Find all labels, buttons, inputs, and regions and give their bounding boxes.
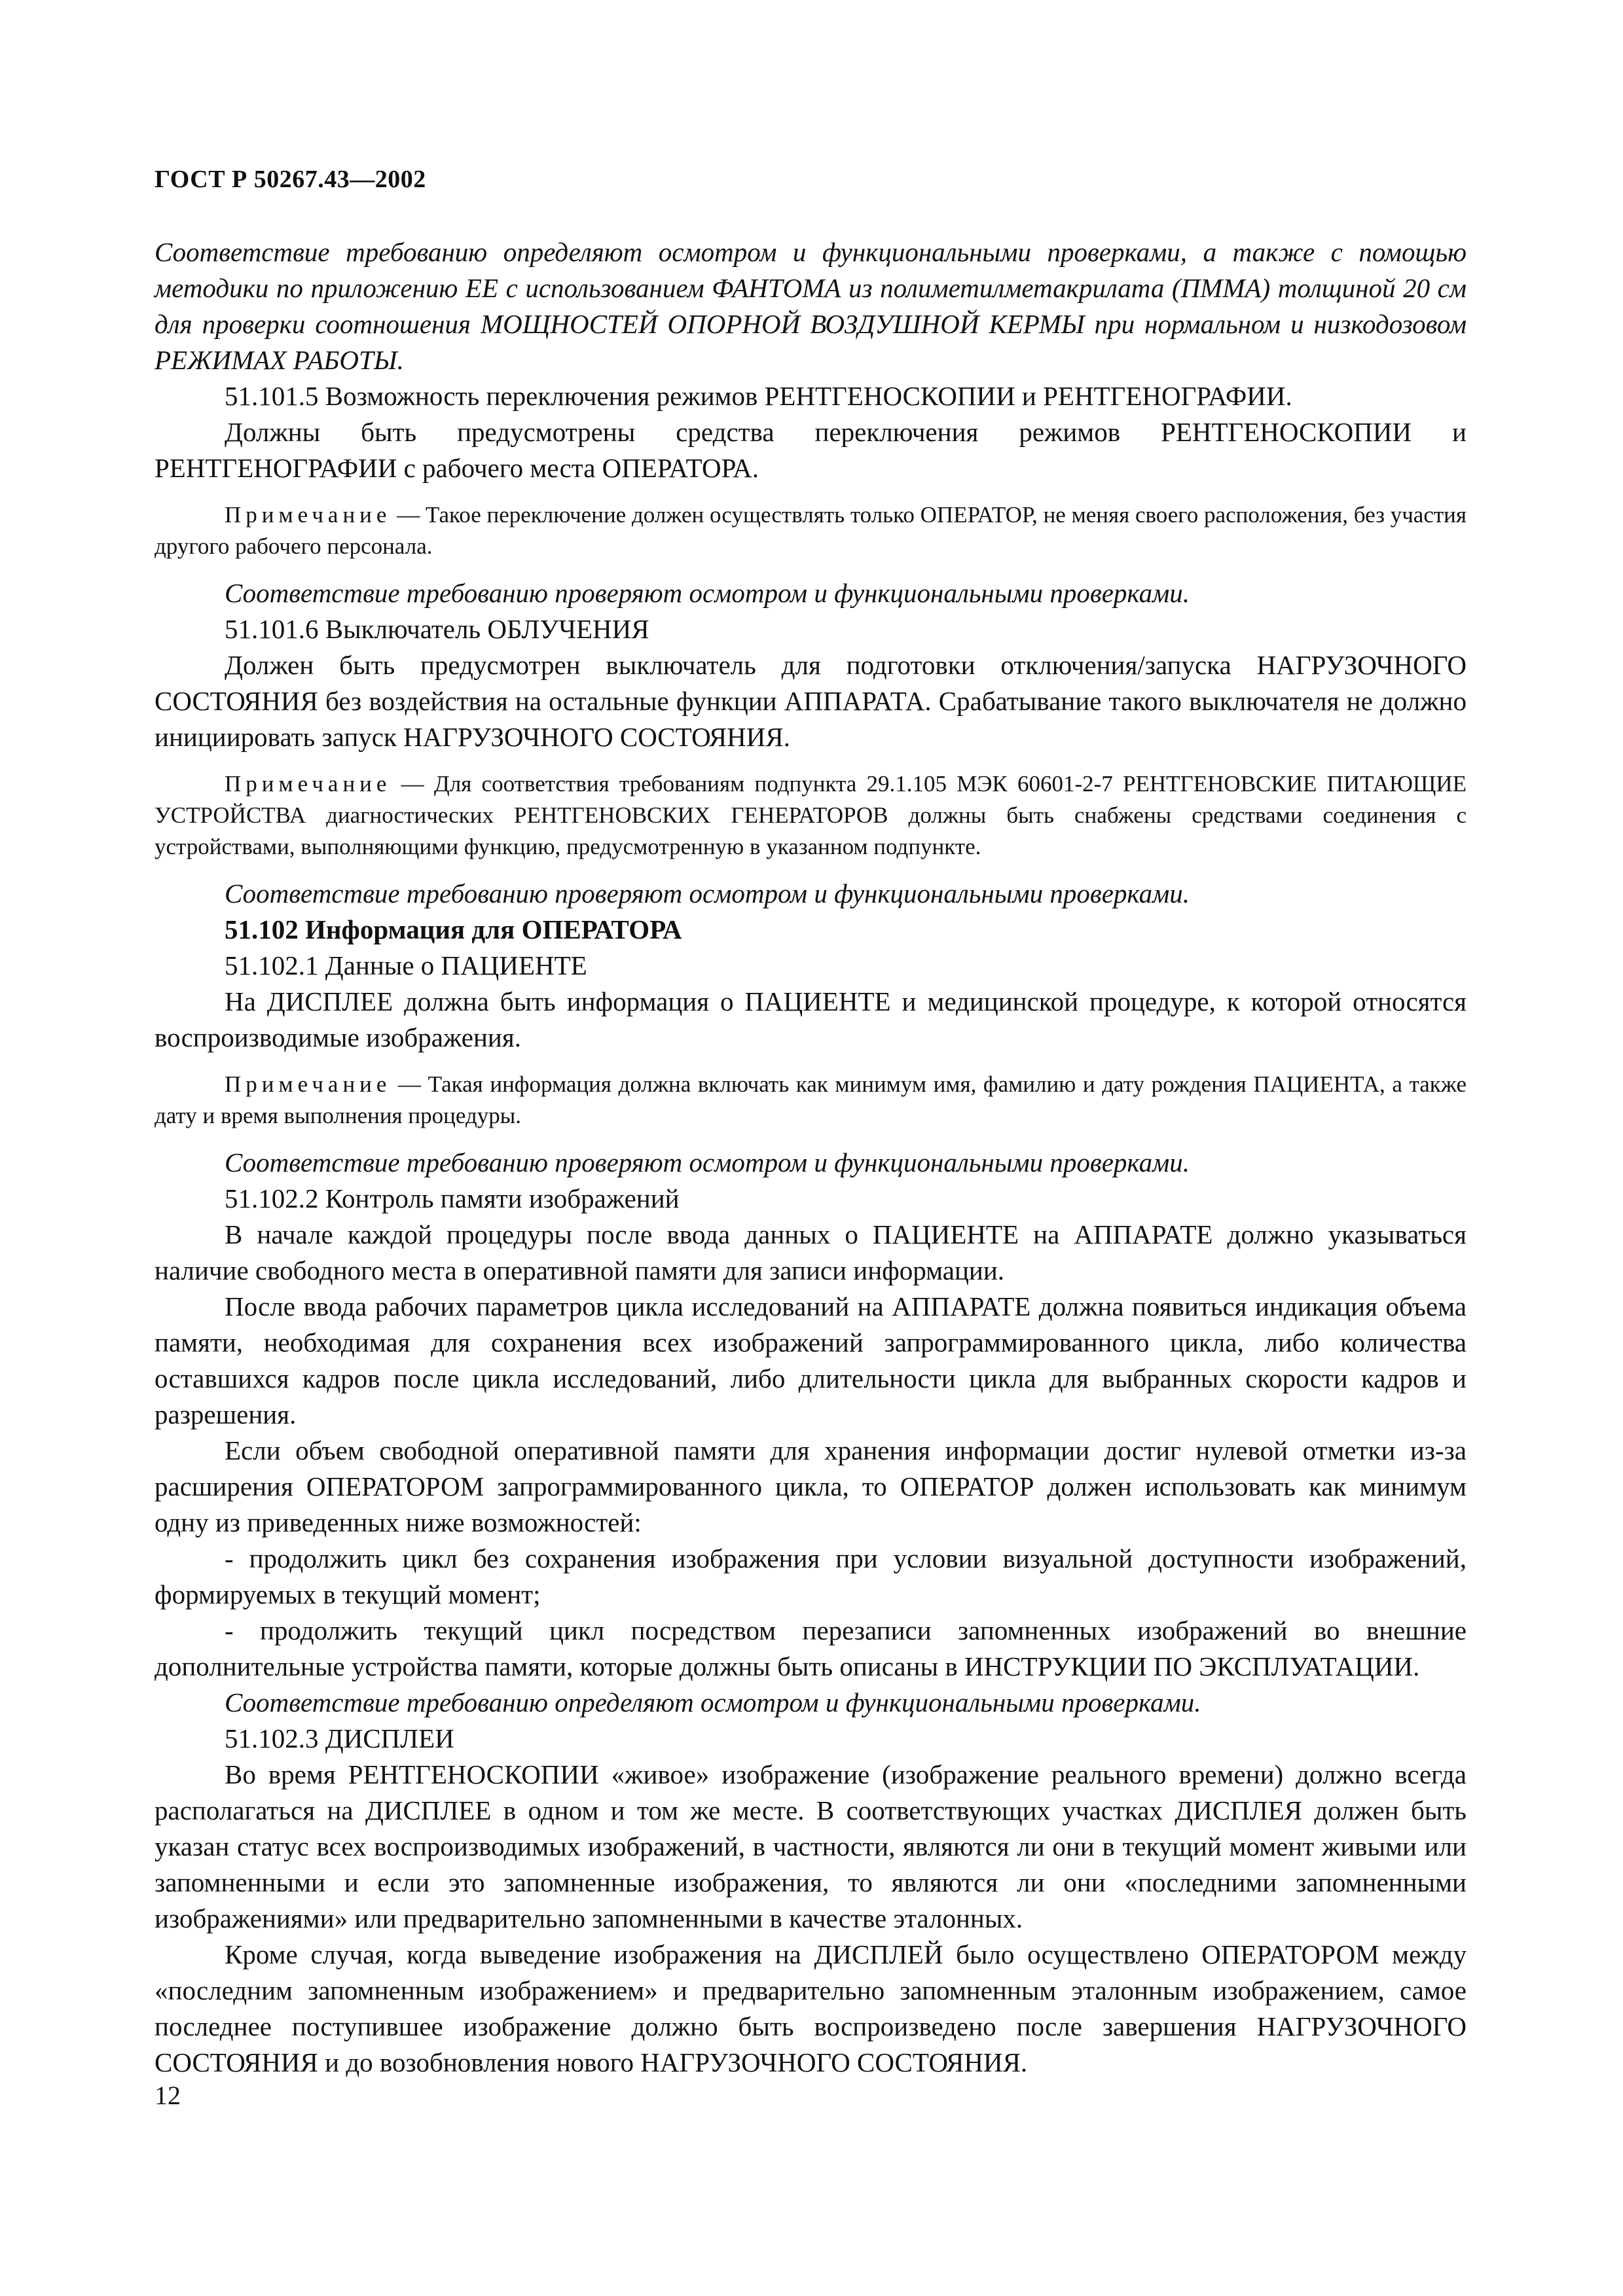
paragraph: Должны быть предусмотрены средства переключения режимов РЕНТГЕНОСКОПИИ и РЕНТГЕНОГРАФИИ с рабочего места ОПЕРАТОРА. <box>155 417 1467 483</box>
clause-heading: 51.102.1 Данные о ПАЦИЕНТЕ <box>225 950 587 980</box>
clause-heading: 51.102.2 Контроль памяти изображений <box>225 1183 680 1213</box>
clause-heading: 51.101.5 Возможность переключения режимов РЕНТГЕНОСКОПИИ и РЕНТГЕНОГРАФИИ. <box>225 381 1292 411</box>
paragraph: Кроме случая, когда выведение изображения на ДИСПЛЕЙ было осуществлено ОПЕРАТОРОМ между «последним запомненным изображением» и предварительно запомненным эталонным изображением, самое последнее поступившее изображение должно быть воспроизведено после завершения НАГРУЗОЧНОГО СОСТОЯНИЯ и до возобновления нового НАГРУЗОЧНОГО СОСТОЯНИЯ. <box>155 1939 1467 2077</box>
list-item: - продолжить цикл без сохранения изображения при условии визуальной доступности изображений, формируемых в текущий момент; <box>155 1543 1467 1609</box>
paragraph-compliance: Соответствие требованию определяют осмотром и функциональными проверками. <box>225 1687 1201 1717</box>
paragraph: После ввода рабочих параметров цикла исследований на АППАРАТЕ должна появиться индикация объема памяти, необходимая для сохранения всех изображений запрограммированного цикла, либо количества оставшихся кадров после цикла исследований, либо длительности цикла для выбранных скорости кадров и разрешения. <box>155 1291 1467 1429</box>
paragraph: Во время РЕНТГЕНОСКОПИИ «живое» изображение (изображение реального времени) должно всегда располагаться на ДИСПЛЕЕ в одном и том же месте. В соответствующих участках ДИСПЛЕЯ должен быть указан статус всех воспроизводимых изображений, в частности, являются ли они в текущий момент живыми или запомненными и если это запомненные изображения, то являются ли они «последними запомненными изображениями» или предварительно запомненными в качестве эталонных. <box>155 1759 1467 1933</box>
note-text: — Для соответствия требованиям подпункта 29.1.105 МЭК 60601-2-7 РЕНТГЕНОВСКИЕ ПИТАЮЩИЕ УСТРОЙСТВА диагностических РЕНТГЕНОВСКИХ ГЕНЕРАТОРОВ должны быть снабжены средствами соединения с устройствами, выполняющими функцию, предусмотренную в указанном подпункте. <box>155 771 1467 859</box>
note-label: Примечание <box>225 771 392 797</box>
paragraph-compliance: Соответствие требованию определяют осмотром и функциональными проверками, а также с помощью методики по приложению ЕЕ с использованием ФАНТОМА из полиметилметакрилата (ПММА) толщиной 20 см для проверки соотношения МОЩНОСТЕЙ ОПОРНОЙ ВОЗДУШНОЙ КЕРМЫ при нормальном и низкодозовом РЕЖИМАХ РАБОТЫ. <box>155 237 1467 375</box>
list-item: - продолжить текущий цикл посредством перезаписи запомненных изображений во внешние дополнительные устройства памяти, которые должны быть описаны в ИНСТРУКЦИИ ПО ЭКСПЛУАТАЦИИ. <box>155 1615 1467 1681</box>
page-number: 12 <box>155 2081 181 2110</box>
note <box>155 768 1467 863</box>
paragraph: На ДИСПЛЕЕ должна быть информация о ПАЦИЕНТЕ и медицинской процедуре, к которой относятся воспроизводимые изображения. <box>155 986 1467 1052</box>
note-text: — Такое переключение должен осуществлять только ОПЕРАТОР, не меняя своего расположения, без участия другого рабочего персонала. <box>155 502 1467 559</box>
note-label: Примечание <box>225 1071 392 1097</box>
clause-heading: 51.101.6 Выключатель ОБЛУЧЕНИЯ <box>225 614 649 644</box>
paragraph-compliance: Соответствие требованию проверяют осмотром и функциональными проверками. <box>225 578 1190 608</box>
note <box>155 499 1467 562</box>
standard-header: ГОСТ Р 50267.43—2002 <box>155 166 426 193</box>
section-heading: 51.102 Информация для ОПЕРАТОРА <box>225 914 682 944</box>
paragraph-compliance: Соответствие требованию проверяют осмотром и функциональными проверками. <box>225 1147 1190 1177</box>
note-text: — Такая информация должна включать как минимум имя, фамилию и дату рождения ПАЦИЕНТА, а также дату и время выполнения процедуры. <box>155 1071 1467 1128</box>
note <box>155 1069 1467 1132</box>
note-label: Примечание <box>225 502 392 528</box>
paragraph: Должен быть предусмотрен выключатель для подготовки отключения/запуска НАГРУЗОЧНОГО СОСТОЯНИЯ без воздействия на остальные функции АППАРАТА. Срабатывание такого выключателя не должно инициировать запуск НАГРУЗОЧНОГО СОСТОЯНИЯ. <box>155 650 1467 752</box>
paragraph: Если объем свободной оперативной памяти для хранения информации достиг нулевой отметки из-за расширения ОПЕРАТОРОМ запрограммированного цикла, то ОПЕРАТОР должен использовать как минимум одну из приведенных ниже возможностей: <box>155 1435 1467 1537</box>
paragraph: В начале каждой процедуры после ввода данных о ПАЦИЕНТЕ на АППАРАТЕ должно указываться наличие свободного места в оперативной памяти для записи информации. <box>155 1219 1467 1285</box>
document-body <box>155 234 1467 2081</box>
clause-heading: 51.102.3 ДИСПЛЕИ <box>225 1723 454 1753</box>
paragraph-compliance: Соответствие требованию проверяют осмотром и функциональными проверками. <box>225 878 1190 908</box>
